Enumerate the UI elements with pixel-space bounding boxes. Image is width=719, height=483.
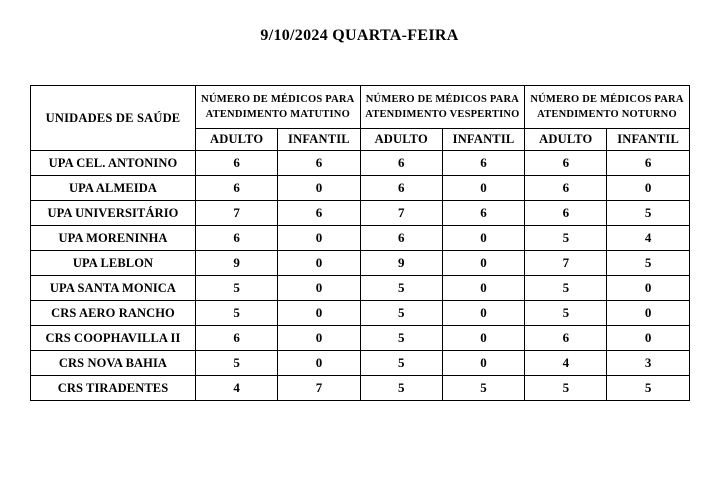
value-noturno-infantil: 0 xyxy=(607,301,689,326)
value-vespertino-adulto: 6 xyxy=(360,226,442,251)
table-row xyxy=(31,226,690,251)
unit-name: CRS AERO RANCHO xyxy=(31,301,196,326)
unit-name: UPA SANTA MONICA xyxy=(31,276,196,301)
value-noturno-infantil: 6 xyxy=(607,151,689,176)
value-vespertino-adulto: 5 xyxy=(360,376,442,401)
value-noturno-adulto: 6 xyxy=(525,151,607,176)
value-vespertino-adulto: 5 xyxy=(360,326,442,351)
value-noturno-infantil: 0 xyxy=(607,326,689,351)
value-vespertino-adulto: 5 xyxy=(360,276,442,301)
value-matutino-infantil: 6 xyxy=(278,201,360,226)
value-noturno-adulto: 6 xyxy=(525,176,607,201)
value-matutino-adulto: 6 xyxy=(196,326,278,351)
value-matutino-infantil: 0 xyxy=(278,251,360,276)
document-page xyxy=(0,27,719,483)
value-vespertino-adulto: 5 xyxy=(360,301,442,326)
value-matutino-adulto: 4 xyxy=(196,376,278,401)
value-matutino-adulto: 5 xyxy=(196,301,278,326)
value-vespertino-infantil: 6 xyxy=(442,201,524,226)
value-matutino-adulto: 6 xyxy=(196,151,278,176)
value-vespertino-infantil: 0 xyxy=(442,351,524,376)
value-vespertino-infantil: 0 xyxy=(442,176,524,201)
value-noturno-adulto: 5 xyxy=(525,226,607,251)
column-subheader-noturno-adulto: ADULTO xyxy=(525,129,607,151)
value-noturno-adulto: 4 xyxy=(525,351,607,376)
value-vespertino-adulto: 9 xyxy=(360,251,442,276)
unit-name: CRS TIRADENTES xyxy=(31,376,196,401)
value-noturno-adulto: 5 xyxy=(525,301,607,326)
value-matutino-infantil: 6 xyxy=(278,151,360,176)
value-noturno-infantil: 5 xyxy=(607,251,689,276)
value-matutino-infantil: 0 xyxy=(278,276,360,301)
value-matutino-adulto: 6 xyxy=(196,226,278,251)
value-matutino-adulto: 5 xyxy=(196,276,278,301)
value-matutino-infantil: 0 xyxy=(278,301,360,326)
column-subheader-matutino-infantil: INFANTIL xyxy=(278,129,360,151)
table-header-row-groups xyxy=(31,86,690,129)
value-noturno-infantil: 5 xyxy=(607,376,689,401)
table-row xyxy=(31,351,690,376)
unit-name: UPA CEL. ANTONINO xyxy=(31,151,196,176)
value-matutino-infantil: 0 xyxy=(278,326,360,351)
value-vespertino-infantil: 0 xyxy=(442,276,524,301)
unit-name: CRS NOVA BAHIA xyxy=(31,351,196,376)
value-noturno-adulto: 5 xyxy=(525,276,607,301)
value-matutino-adulto: 5 xyxy=(196,351,278,376)
value-noturno-adulto: 5 xyxy=(525,376,607,401)
column-subheader-vespertino-infantil: INFANTIL xyxy=(442,129,524,151)
column-subheader-vespertino-adulto: ADULTO xyxy=(360,129,442,151)
value-noturno-infantil: 0 xyxy=(607,176,689,201)
value-vespertino-infantil: 0 xyxy=(442,301,524,326)
column-group-vespertino: NÚMERO DE MÉDICOS PARA ATENDIMENTO VESPERTINO xyxy=(360,86,525,129)
value-matutino-adulto: 6 xyxy=(196,176,278,201)
column-subheader-matutino-adulto: ADULTO xyxy=(196,129,278,151)
value-matutino-adulto: 9 xyxy=(196,251,278,276)
unit-name: UPA UNIVERSITÁRIO xyxy=(31,201,196,226)
value-noturno-infantil: 4 xyxy=(607,226,689,251)
value-noturno-adulto: 7 xyxy=(525,251,607,276)
table-container xyxy=(0,85,719,401)
value-matutino-infantil: 0 xyxy=(278,226,360,251)
table-header xyxy=(31,86,690,151)
table-row xyxy=(31,326,690,351)
unit-name: UPA LEBLON xyxy=(31,251,196,276)
table-row xyxy=(31,301,690,326)
value-matutino-adulto: 7 xyxy=(196,201,278,226)
value-vespertino-infantil: 0 xyxy=(442,226,524,251)
value-vespertino-infantil: 6 xyxy=(442,151,524,176)
unit-name: CRS COOPHAVILLA II xyxy=(31,326,196,351)
value-matutino-infantil: 0 xyxy=(278,176,360,201)
column-subheader-noturno-infantil: INFANTIL xyxy=(607,129,689,151)
table-row xyxy=(31,376,690,401)
table-row xyxy=(31,276,690,301)
unit-name: UPA MORENINHA xyxy=(31,226,196,251)
page-title: 9/10/2024 QUARTA-FEIRA xyxy=(260,27,459,44)
doctors-schedule-table xyxy=(30,85,690,401)
value-noturno-infantil: 3 xyxy=(607,351,689,376)
value-vespertino-adulto: 7 xyxy=(360,201,442,226)
value-noturno-infantil: 5 xyxy=(607,201,689,226)
table-body xyxy=(31,151,690,401)
value-vespertino-adulto: 6 xyxy=(360,151,442,176)
table-row xyxy=(31,251,690,276)
value-vespertino-infantil: 0 xyxy=(442,326,524,351)
value-vespertino-adulto: 6 xyxy=(360,176,442,201)
value-vespertino-infantil: 0 xyxy=(442,251,524,276)
value-matutino-infantil: 7 xyxy=(278,376,360,401)
table-row xyxy=(31,201,690,226)
value-noturno-adulto: 6 xyxy=(525,201,607,226)
column-header-units: UNIDADES DE SAÚDE xyxy=(31,86,196,151)
value-matutino-infantil: 0 xyxy=(278,351,360,376)
column-group-noturno: NÚMERO DE MÉDICOS PARA ATENDIMENTO NOTURNO xyxy=(525,86,690,129)
table-row xyxy=(31,176,690,201)
value-vespertino-infantil: 5 xyxy=(442,376,524,401)
value-noturno-infantil: 0 xyxy=(607,276,689,301)
column-group-matutino: NÚMERO DE MÉDICOS PARA ATENDIMENTO MATUTINO xyxy=(196,86,361,129)
value-noturno-adulto: 6 xyxy=(525,326,607,351)
value-vespertino-adulto: 5 xyxy=(360,351,442,376)
unit-name: UPA ALMEIDA xyxy=(31,176,196,201)
table-row xyxy=(31,151,690,176)
